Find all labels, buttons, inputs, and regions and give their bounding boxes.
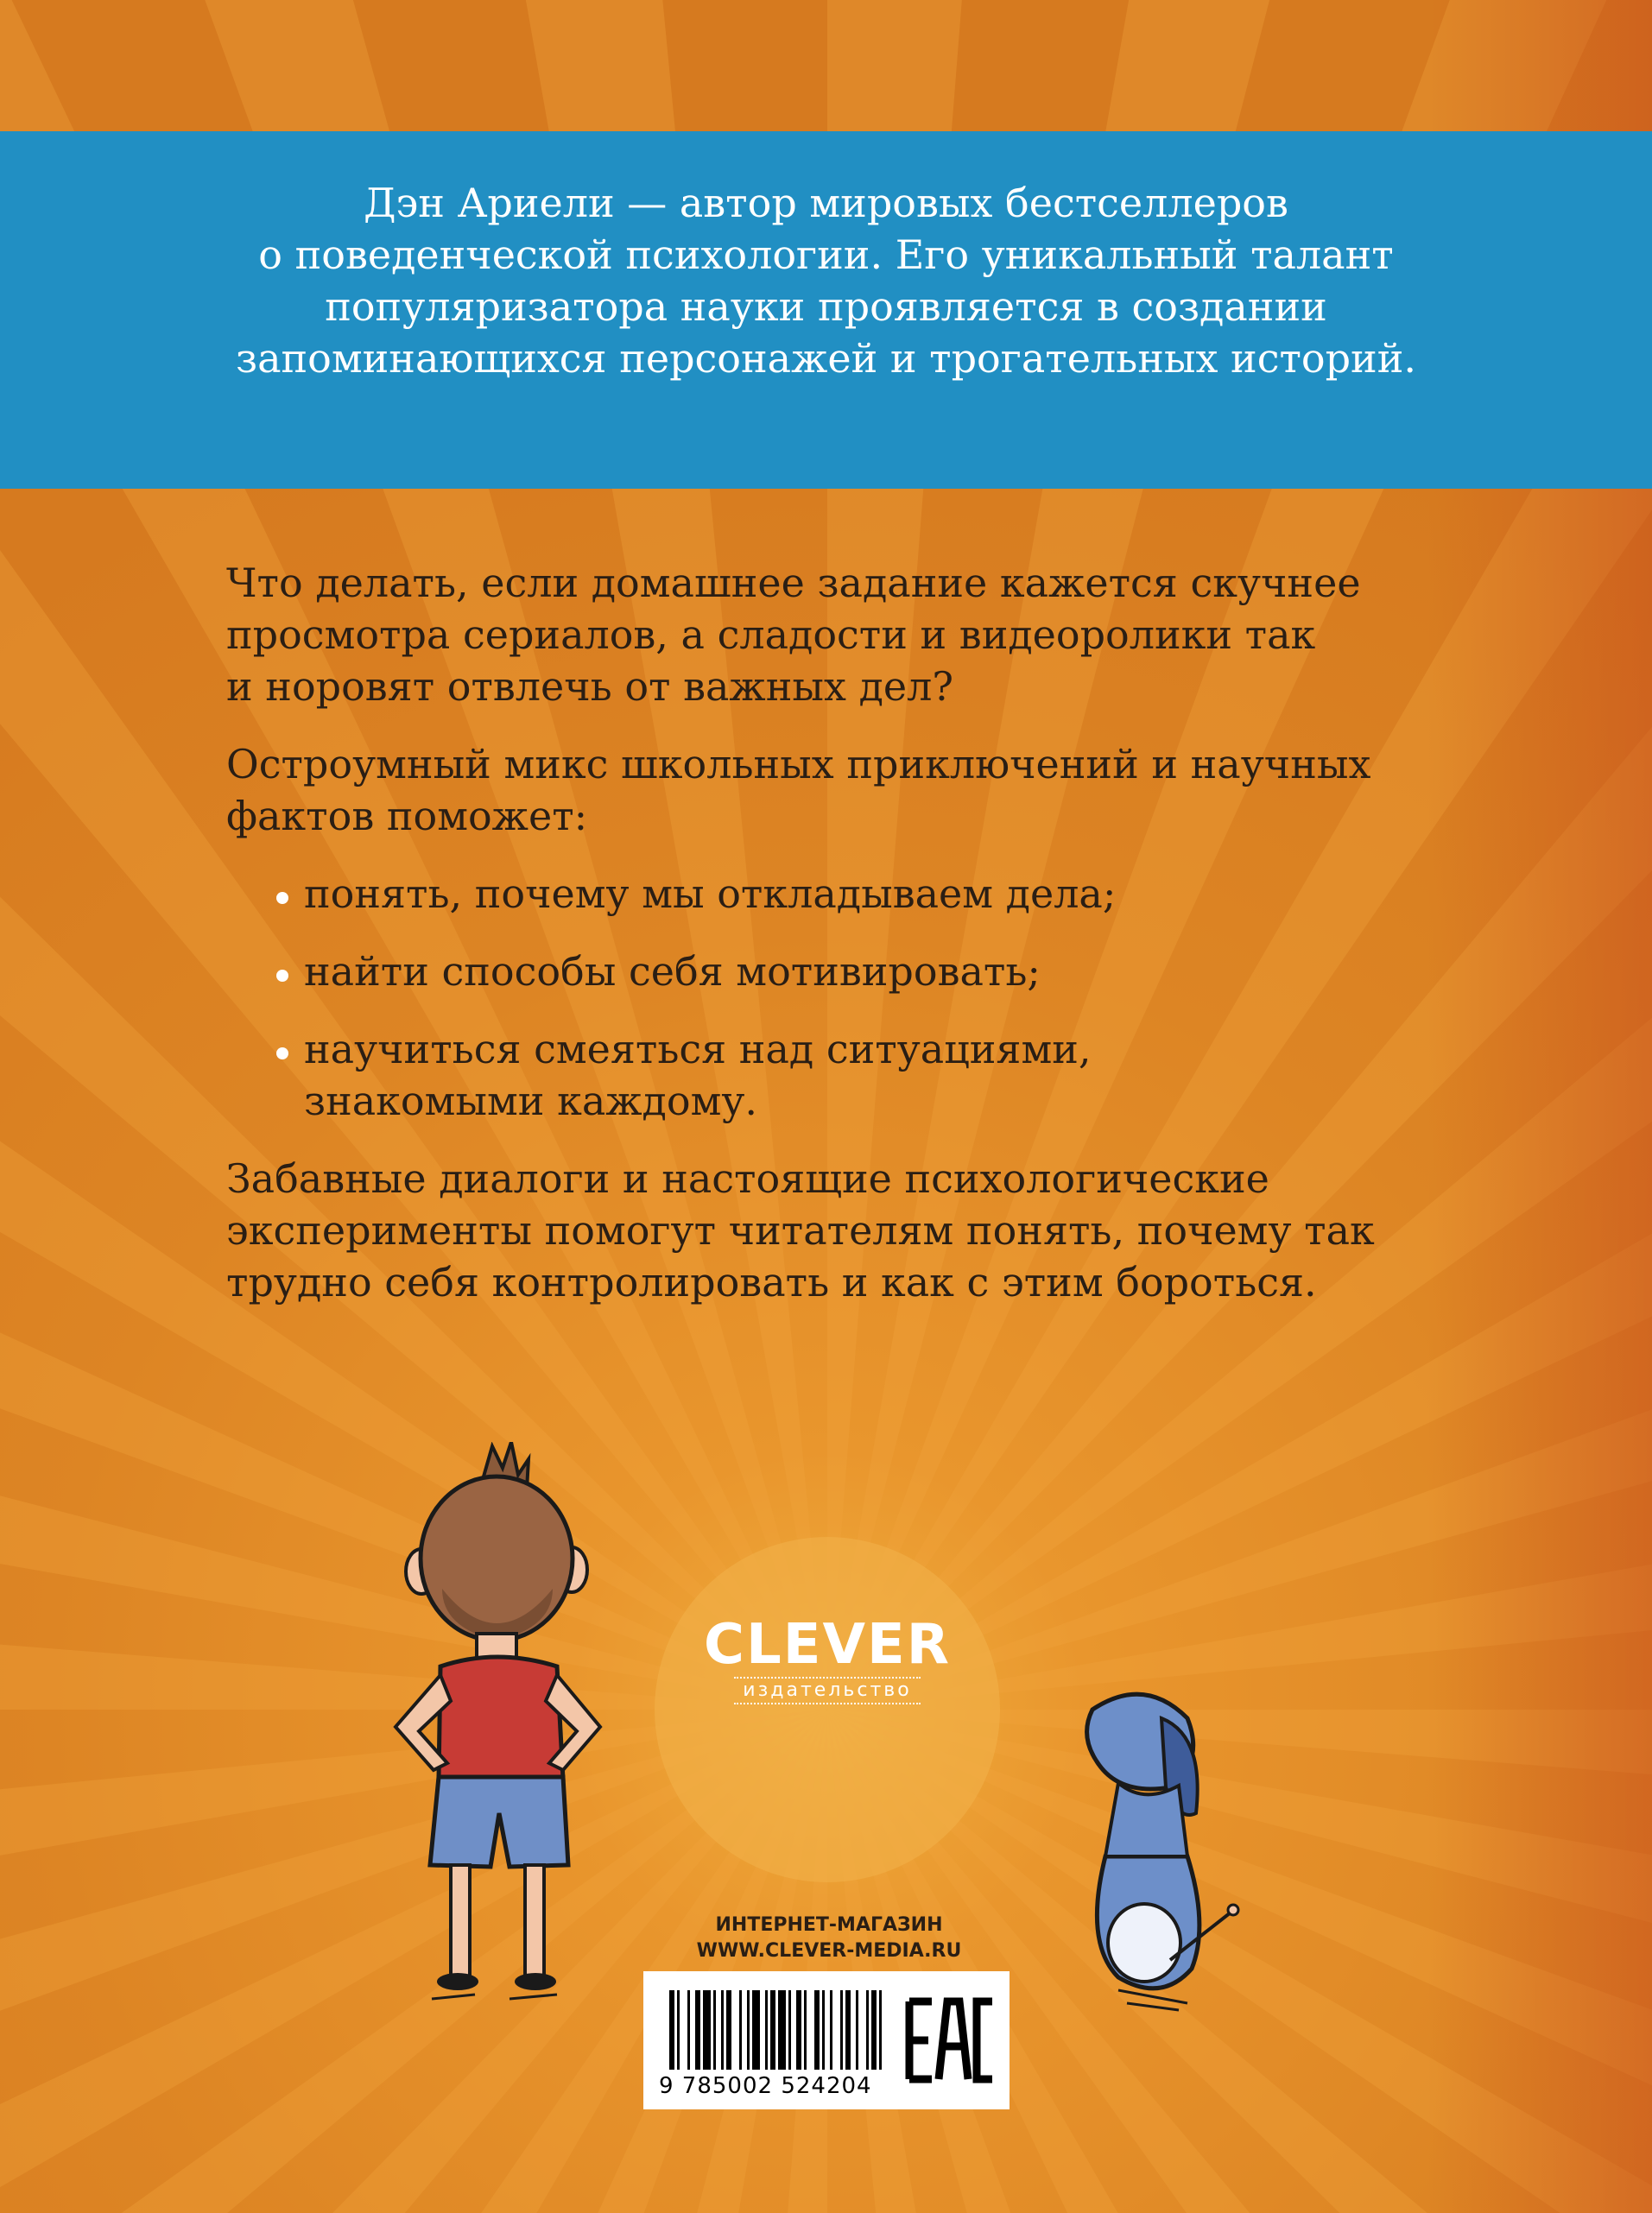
- publisher-logo-sub: издательство: [734, 1677, 920, 1704]
- sun-center-glow: [655, 1537, 1000, 1882]
- benefit-line: понять, почему мы откладываем дела;: [304, 870, 1117, 917]
- author-info-line: запоминающихся персонажей и трогательных историй.: [235, 335, 1417, 382]
- benefit-line: найти способы себя мотивировать;: [304, 948, 1041, 995]
- barcode-bar: [778, 1990, 786, 2070]
- barcode-bar: [721, 1990, 724, 2070]
- bullet-dot-icon: [276, 970, 288, 982]
- intro-line: просмотра сериалов, а сладости и видеоролики так: [226, 611, 1316, 658]
- online-shop-info: [639, 1913, 1019, 1964]
- barcode-bar: [804, 1990, 807, 2070]
- barcode-bar: [814, 1990, 820, 2070]
- benefit-line: научиться смеяться над ситуациями,: [304, 1026, 1092, 1072]
- barcode-bar: [830, 1990, 832, 2070]
- barcode-bar: [765, 1990, 768, 2070]
- dog-illustration-icon: [1058, 1684, 1256, 2012]
- barcode-bar: [796, 1990, 801, 2070]
- barcode-bar: [866, 1990, 869, 2070]
- barcode-panel: [643, 1971, 1010, 2109]
- barcode-bar: [739, 1990, 742, 2070]
- closing-line: эксперименты помогут читателям понять, почему так: [226, 1207, 1375, 1254]
- author-info-line: о поведенческой психологии. Его уникальный талант: [258, 231, 1394, 278]
- benefit-item: [226, 945, 1435, 997]
- barcode-bar: [669, 1990, 674, 2070]
- barcode-bar: [752, 1990, 760, 2070]
- intro-line: и норовят отвлечь от важных дел?: [226, 663, 953, 710]
- barcode-bar: [726, 1990, 731, 2070]
- lead-line: фактов поможет:: [226, 793, 588, 839]
- barcode-bar: [703, 1990, 711, 2070]
- lead-paragraph: [226, 738, 1435, 842]
- closing-paragraph: [226, 1153, 1435, 1308]
- book-description: [226, 557, 1435, 1334]
- eac-mark-icon: [902, 1993, 997, 2088]
- barcode-bar: [840, 1990, 843, 2070]
- barcode-bar: [677, 1990, 680, 2070]
- intro-line: Что делать, если домашнее задание кажется скучнее: [226, 560, 1361, 606]
- bullet-dot-icon: [276, 1047, 288, 1059]
- barcode-bar: [695, 1990, 700, 2070]
- author-info-text: [0, 177, 1652, 384]
- benefit-line: знакомыми каждому.: [304, 1078, 758, 1124]
- barcode-bar: [822, 1990, 825, 2070]
- barcode-bar: [713, 1990, 716, 2070]
- publisher-logo-main: CLEVER: [704, 1613, 951, 1677]
- benefits-list: [226, 868, 1435, 1127]
- barcode-bar: [770, 1990, 775, 2070]
- benefit-item: [226, 868, 1435, 920]
- barcode-bar: [788, 1990, 791, 2070]
- barcode-bar: [747, 1990, 750, 2070]
- lead-line: Остроумный микс школьных приключений и научных: [226, 741, 1371, 787]
- barcode-bar: [879, 1990, 882, 2070]
- boy-illustration-icon: [380, 1442, 613, 2012]
- author-info-line: популяризатора науки проявляется в создании: [325, 283, 1327, 330]
- publisher-logo: [698, 1615, 957, 1704]
- closing-line: трудно себя контролировать и как с этим бороться.: [226, 1259, 1317, 1306]
- closing-line: Забавные диалоги и настоящие психологические: [226, 1155, 1269, 1202]
- barcode-bar: [845, 1990, 851, 2070]
- author-info-line: Дэн Ариели — автор мировых бестселлеров: [364, 180, 1288, 226]
- shop-url: WWW.CLEVER-MEDIA.RU: [696, 1940, 962, 1962]
- intro-paragraph: [226, 557, 1435, 712]
- shop-label: ИНТЕРНЕТ-МАГАЗИН: [715, 1914, 943, 1936]
- barcode-bar: [871, 1990, 877, 2070]
- barcode-bar: [856, 1990, 858, 2070]
- bullet-dot-icon: [276, 892, 288, 904]
- isbn-number: 9 785002 524204: [659, 2073, 872, 2099]
- benefit-item: [226, 1023, 1435, 1127]
- barcode-bar: [687, 1990, 690, 2070]
